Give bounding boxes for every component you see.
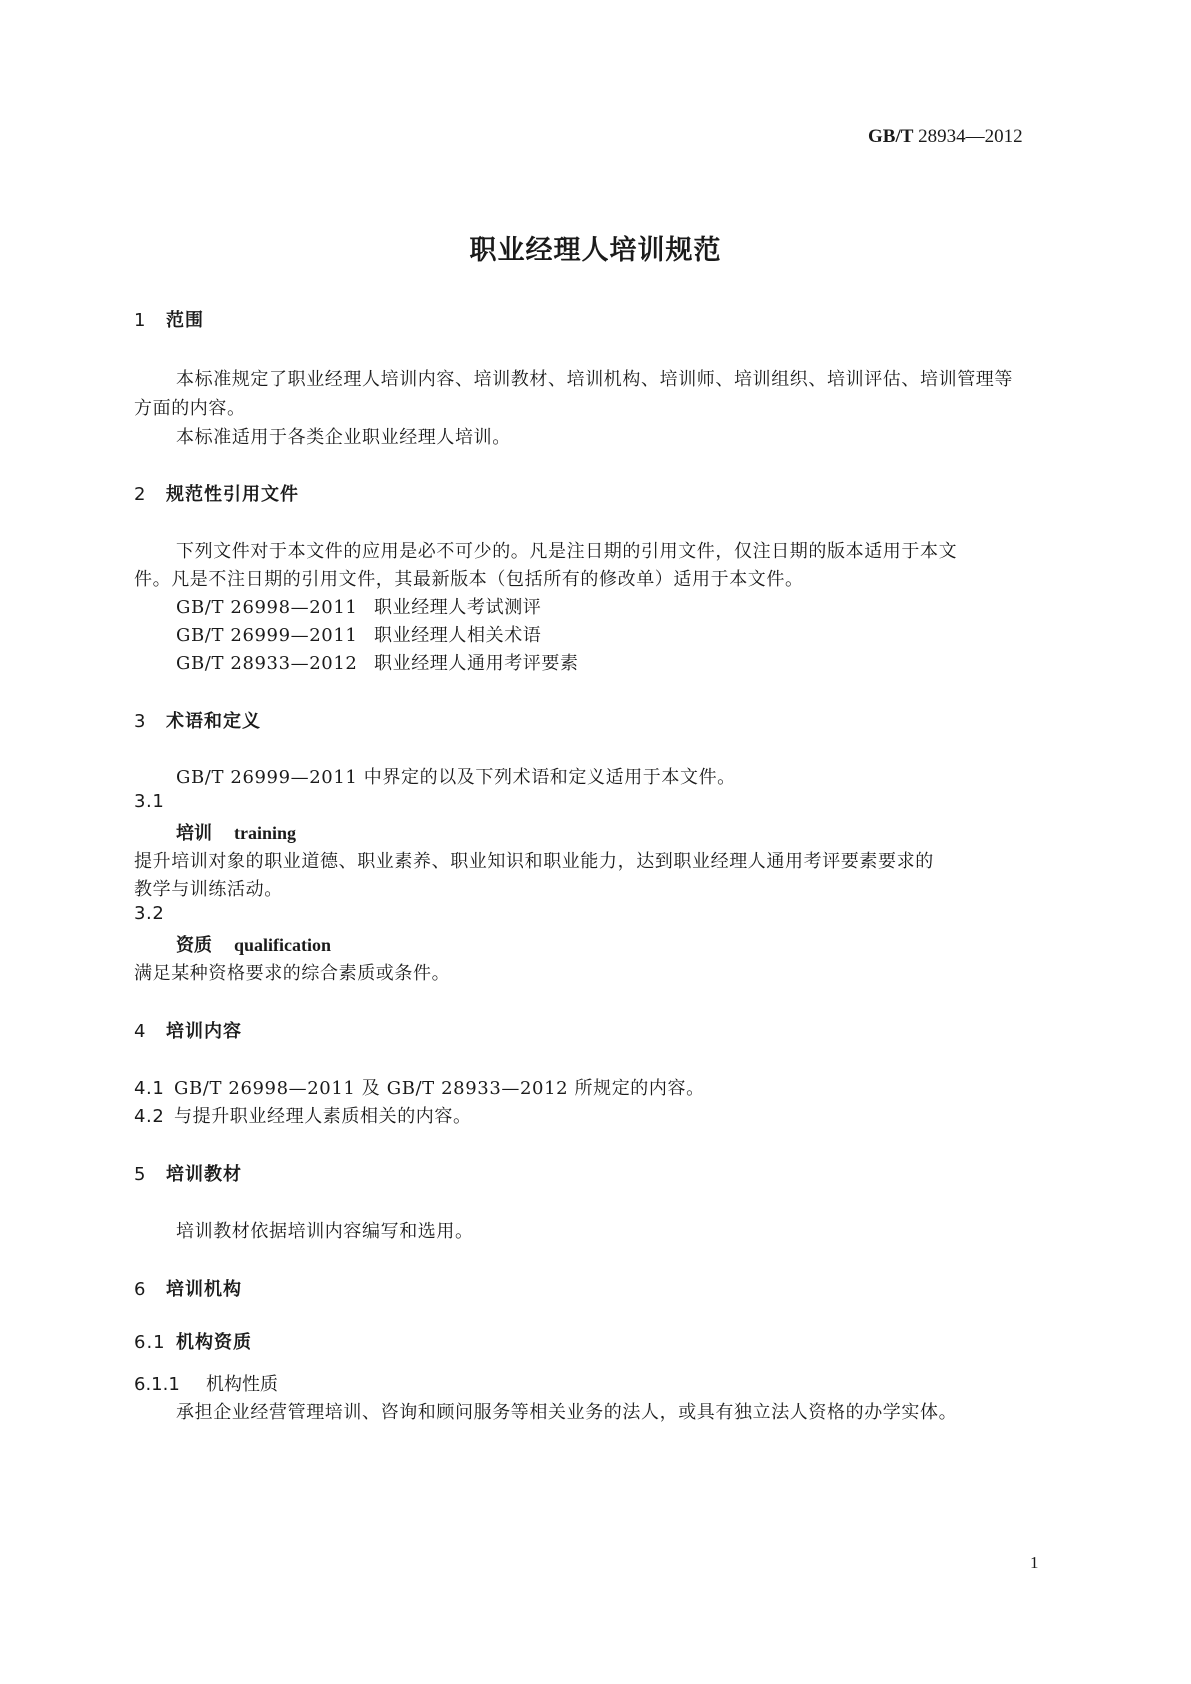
term-definition: 提升培训对象的职业道德、职业素养、职业知识和职业能力，达到职业经理人通用考评要素要求的 <box>134 851 934 872</box>
section-1-paragraph-2: 本标准适用于各类企业职业经理人培训。 <box>176 427 511 448</box>
term-number: 3.1 <box>134 791 165 812</box>
clause-item: 4.1 GB/T 26998—2011 及 GB/T 28933—2012 所规定的内容。 <box>134 1078 705 1099</box>
reference-item: GB/T 28933—2012 职业经理人通用考评要素 <box>176 653 579 674</box>
section-6-1-1-paragraph: 承担企业经营管理培训、咨询和顾问服务等相关业务的法人，或具有独立法人资格的办学实体。 <box>176 1402 958 1423</box>
term-definition: 满足某种资格要求的综合素质或条件。 <box>134 963 451 984</box>
reference-item: GB/T 26998—2011 职业经理人考试测评 <box>176 597 542 618</box>
section-6-heading: 6 培训机构 <box>134 1279 242 1300</box>
section-2-heading: 2 规范性引用文件 <box>134 484 299 505</box>
term-training: 培训 training <box>176 823 297 844</box>
section-1-heading: 1 范围 <box>134 310 204 331</box>
section-1-paragraph-1: 本标准规定了职业经理人培训内容、培训教材、培训机构、培训师、培训组织、培训评估、培训管理等 <box>176 369 1013 390</box>
section-4-heading: 4 培训内容 <box>134 1021 242 1042</box>
standard-code: GB/T 28934—2012 <box>868 126 1023 147</box>
section-1-paragraph-1-cont: 方面的内容。 <box>134 398 246 419</box>
section-2-paragraph-1-cont: 件。凡是不注日期的引用文件，其最新版本（包括所有的修改单）适用于本文件。 <box>134 569 804 590</box>
term-number: 3.2 <box>134 903 165 924</box>
term-qualification: 资质 qualification <box>176 935 332 956</box>
section-6-1-heading: 6.1 机构资质 <box>134 1332 252 1353</box>
term-definition-cont: 教学与训练活动。 <box>134 879 283 900</box>
section-3-heading: 3 术语和定义 <box>134 711 261 732</box>
page-number: 1 <box>1030 1553 1039 1572</box>
reference-item: GB/T 26999—2011 职业经理人相关术语 <box>176 625 542 646</box>
document-title: 职业经理人培训规范 <box>469 235 722 266</box>
section-2-paragraph-1: 下列文件对于本文件的应用是必不可少的。凡是注日期的引用文件，仅注日期的版本适用于本文 <box>176 541 958 562</box>
section-5-paragraph-1: 培训教材依据培训内容编写和选用。 <box>176 1221 474 1242</box>
section-3-intro: GB/T 26999—2011 中界定的以及下列术语和定义适用于本文件。 <box>176 767 736 788</box>
section-5-heading: 5 培训教材 <box>134 1164 242 1185</box>
section-6-1-1-heading: 6.1.1 机构性质 <box>134 1374 278 1395</box>
clause-item: 4.2 与提升职业经理人素质相关的内容。 <box>134 1106 472 1127</box>
